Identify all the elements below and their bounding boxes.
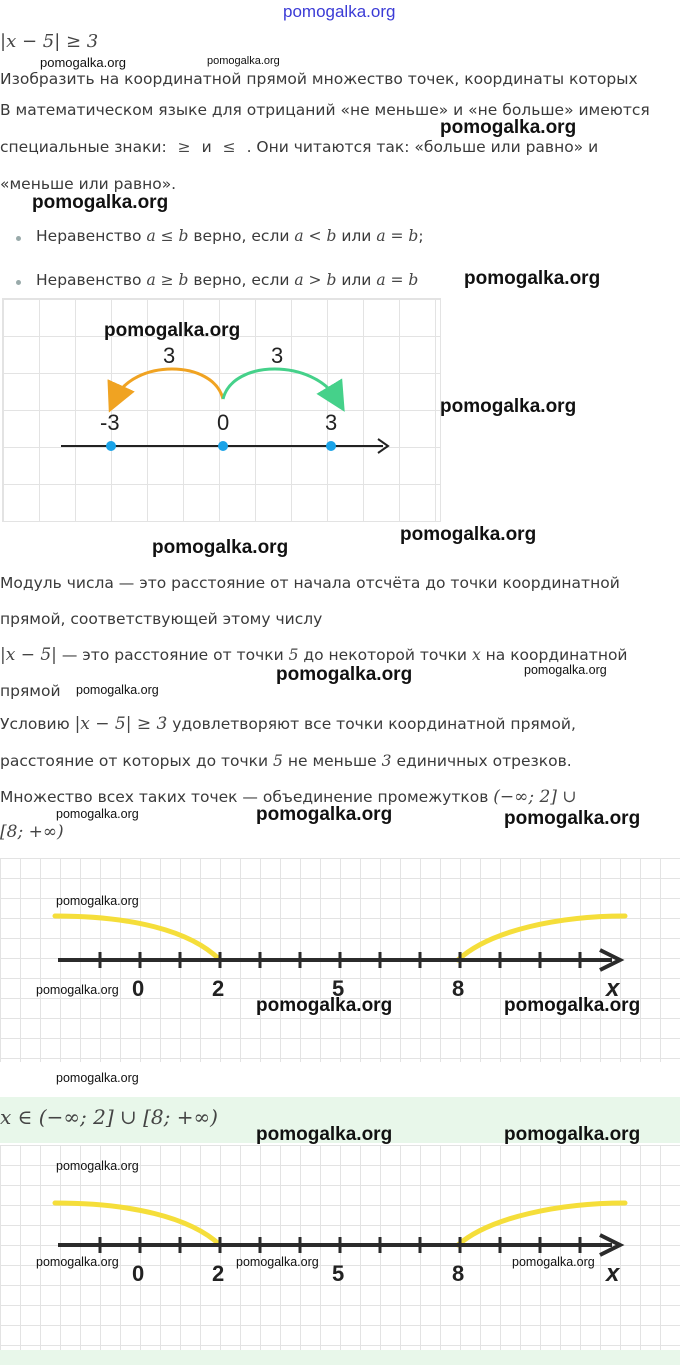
watermark: pomogalka.org bbox=[504, 995, 641, 1016]
para2-line2: прямой, соответствующей этому числу bbox=[0, 610, 323, 628]
watermark: pomogalka.org bbox=[76, 683, 159, 697]
point-dot bbox=[106, 441, 116, 451]
bullet-item: Неравенство a ≥ b верно, если a > b или a = b bbox=[36, 271, 419, 289]
tick-label: 0 bbox=[132, 976, 145, 1001]
answer-expression: x ∈ (−∞; 2] ∪ [8; +∞) bbox=[0, 1105, 218, 1129]
para1-line2: специальные знаки: ≥ и ≤ . Они читаются так: «больше или равно» и bbox=[0, 138, 599, 156]
watermark: pomogalka.org bbox=[283, 2, 396, 21]
watermark: pomogalka.org bbox=[276, 664, 413, 685]
watermark: pomogalka.org bbox=[104, 320, 241, 341]
answer-figure bbox=[0, 1145, 680, 1350]
watermark: pomogalka.org bbox=[56, 1071, 139, 1085]
left-interval-arc bbox=[55, 916, 220, 960]
axis-label: x bbox=[606, 1260, 620, 1287]
intro-text: Изобразить на координатной прямой множество точек, координаты которых bbox=[0, 70, 638, 88]
para2-line3: |x − 5| — это расстояние от точки 5 до некоторой точки x на координатной bbox=[0, 645, 628, 665]
point-dot bbox=[218, 441, 228, 451]
bullet-marker bbox=[16, 280, 21, 285]
axis-label: x bbox=[606, 975, 620, 1002]
watermark: pomogalka.org bbox=[464, 268, 601, 289]
watermark: pomogalka.org bbox=[56, 894, 139, 908]
watermark: pomogalka.org bbox=[400, 524, 537, 545]
left-arc-label: 3 bbox=[163, 343, 176, 368]
para2-line8: [8; +∞) bbox=[0, 822, 64, 842]
watermark: pomogalka.org bbox=[36, 1255, 119, 1269]
watermark: pomogalka.org bbox=[440, 396, 577, 417]
left-interval-arc bbox=[55, 1203, 220, 1245]
watermark: pomogalka.org bbox=[512, 1255, 595, 1269]
problem-expression: |x − 5| ≥ 3 bbox=[0, 31, 99, 52]
tick-label: 0 bbox=[132, 1261, 145, 1286]
solution-number-line bbox=[0, 858, 680, 1062]
point-dot bbox=[326, 441, 336, 451]
bullet-marker bbox=[16, 236, 21, 241]
tick-label: 8 bbox=[452, 976, 465, 1001]
watermark: pomogalka.org bbox=[56, 807, 139, 821]
watermark: pomogalka.org bbox=[56, 1159, 139, 1173]
watermark: pomogalka.org bbox=[256, 1124, 393, 1145]
watermark: pomogalka.org bbox=[236, 1255, 319, 1269]
tick-label: 8 bbox=[452, 1261, 465, 1286]
point-label: 0 bbox=[217, 410, 230, 435]
watermark: pomogalka.org bbox=[207, 55, 280, 67]
watermark: pomogalka.org bbox=[504, 1124, 641, 1145]
para2-line1: Модуль числа — это расстояние от начала отсчёта до точки координатной bbox=[0, 574, 620, 592]
right-arc-label: 3 bbox=[271, 343, 284, 368]
para2-line5: Условию |x − 5| ≥ 3 удовлетворяют все точки координатной прямой, bbox=[0, 714, 576, 734]
tick-label: 2 bbox=[212, 1261, 225, 1286]
watermark: pomogalka.org bbox=[524, 663, 607, 677]
para1-line3: «меньше или равно». bbox=[0, 175, 177, 193]
tick-label: 2 bbox=[212, 976, 225, 1001]
left-distance-arc bbox=[115, 369, 223, 399]
bullet-item: Неравенство a ≤ b верно, если a < b или a = b; bbox=[36, 227, 424, 245]
point-label: -3 bbox=[100, 410, 120, 435]
watermark: pomogalka.org bbox=[152, 537, 289, 558]
point-label: 3 bbox=[325, 410, 338, 435]
tick-label: 5 bbox=[332, 1261, 345, 1286]
para2-line7: Множество всех таких точек — объединение промежутков (−∞; 2] ∪ bbox=[0, 787, 577, 807]
right-distance-arc bbox=[223, 369, 337, 399]
watermark: pomogalka.org bbox=[40, 55, 126, 70]
watermark: pomogalka.org bbox=[256, 804, 393, 825]
watermark: pomogalka.org bbox=[36, 983, 119, 997]
para2-line4: прямой bbox=[0, 682, 61, 700]
watermark: pomogalka.org bbox=[440, 117, 577, 138]
solution-figure bbox=[0, 858, 680, 1062]
watermark: pomogalka.org bbox=[256, 995, 393, 1016]
para2-line6: расстояние от которых до точки 5 не меньше 3 единичных отрезков. bbox=[0, 752, 572, 770]
para1-line1: В математическом языке для отрицаний «не меньше» и «не больше» имеются bbox=[0, 101, 650, 119]
watermark: pomogalka.org bbox=[504, 808, 641, 829]
answer-strip bbox=[0, 1350, 680, 1365]
tick-label: 5 bbox=[332, 976, 345, 1001]
answer-number-line bbox=[0, 1145, 680, 1350]
watermark: pomogalka.org bbox=[32, 192, 169, 213]
